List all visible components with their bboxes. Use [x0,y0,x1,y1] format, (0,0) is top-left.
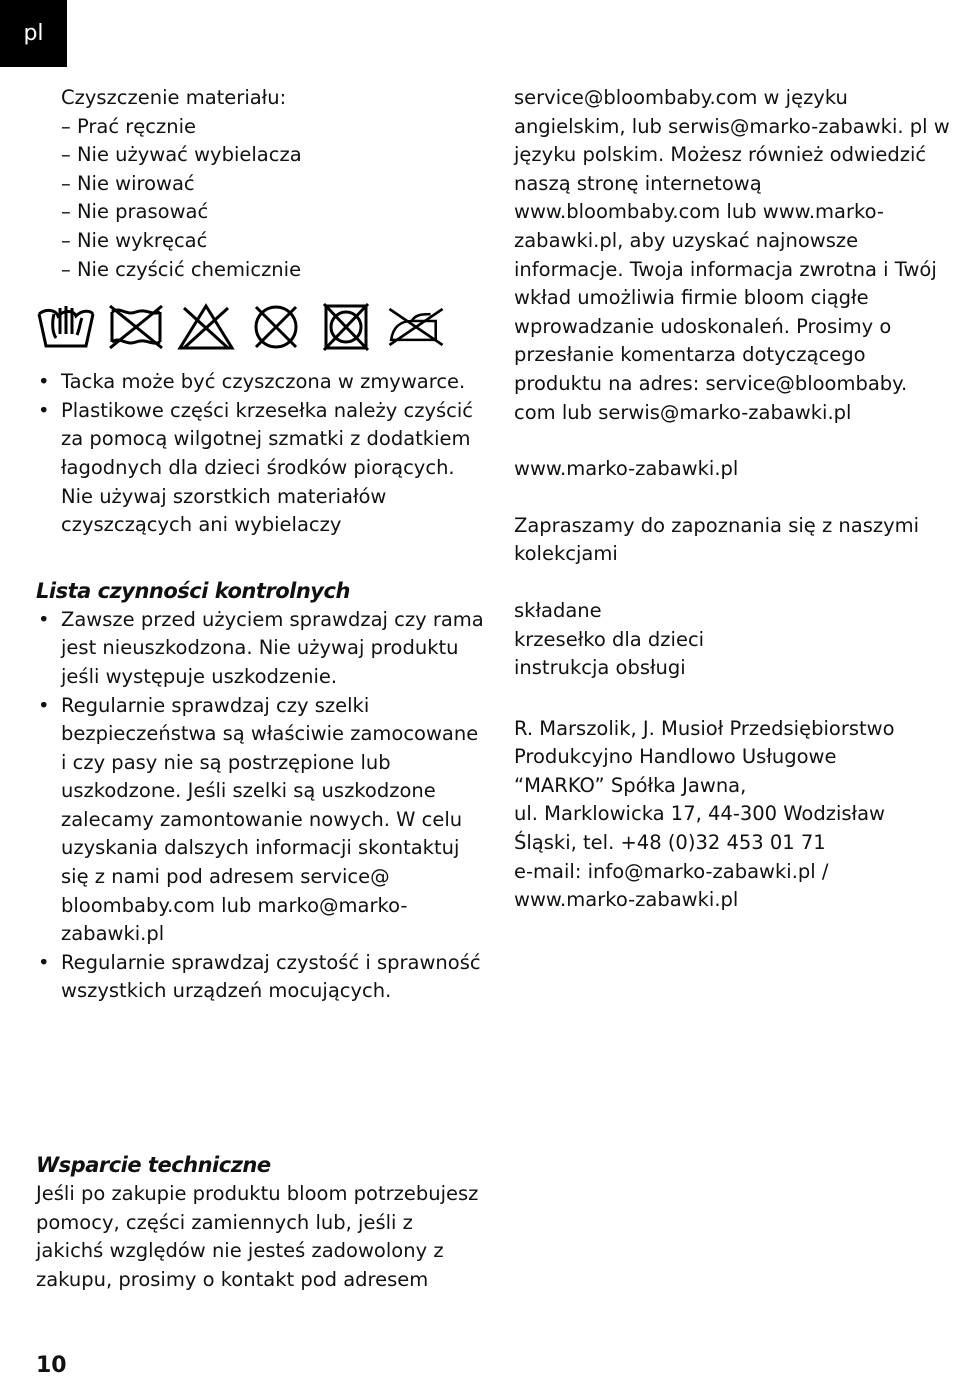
company-info [514,715,954,915]
list-item: • Plastikowe części krzesełka należy czyścić za pomocą wilgotnej szmatki z dodatkiem łagodnych dla dzieci środków piorących. Nie używaj szorstkich materiałów czyszczących ani wybielaczy [36,397,486,540]
care-line: – Nie wirować [61,171,195,195]
support-text: Jeśli po zakupie produktu bloom potrzebujesz pomocy, części zamiennych lub, jeśli z jakichś względów nie jesteś zadowolony z zakupu, prosimy o kontakt pod adresem [36,1182,479,1291]
no-tumble-dry-icon [316,302,376,352]
checklist-list [36,606,486,1006]
right-column [514,84,954,915]
company-line: ul. Marklowicka 17, 44-300 Wodzisław [514,802,885,826]
list-item: • Regularnie sprawdzaj czystość i sprawność wszystkich urządzeń mocujących. [36,949,486,1006]
care-line: – Nie wykręcać [61,228,208,252]
care-title: Czyszczenie materiału: [61,86,287,109]
support-section [36,1150,486,1294]
language-tab: pl [0,0,67,67]
left-column [36,84,486,1006]
list-item: • Tacka może być czyszczona w zmywarce. [36,368,486,397]
hand-wash-icon [36,302,96,352]
care-line: – Nie prasować [61,200,209,224]
company-line: e-mail: info@marko-zabawki.pl / [514,859,829,883]
cleaning-list [36,368,486,540]
product-line: krzesełko dla dzieci [514,627,705,651]
contact-paragraph: service@bloombaby.com w języku angielskim, lub serwis@marko-zabawki. pl w języku polskim. Możesz również odwiedzić naszą stronę internetową www.bloombaby.com lub www.marko-zabawki.pl, aby uzyskać najnowsze informacje. Twoja informacja zwrotna i Twój wkład umożliwia firmie bloom ciągłe wprowadzanie udoskonaleń. Prosimy o przesłanie komentarza dotyczącego produktu na adres: service@bloombaby. com lub serwis@marko-zabawki.pl [514,86,950,424]
company-line: Produkcyjno Handlowo Usługowe [514,745,837,769]
no-dry-clean-icon [246,302,306,352]
company-line: “MARKO” Spółka Jawna, [514,773,747,797]
invite-text: Zapraszamy do zapoznania się z naszymi kolekcjami [514,513,920,566]
page-number: 10 [36,1353,67,1378]
care-instructions [61,84,486,284]
company-line: www.marko-zabawki.pl [514,888,739,912]
care-line: – Nie używać wybielacza [61,143,302,167]
no-wring-icon [106,302,166,352]
company-line: Śląski, tel. +48 (0)32 453 01 71 [514,831,826,855]
product-info [514,597,954,683]
care-line: – Prać ręcznie [61,114,196,138]
care-symbols [36,298,486,356]
no-bleach-icon [176,302,236,352]
product-line: instrukcja obsługi [514,656,686,680]
care-line: – Nie czyścić chemicznie [61,257,302,281]
website-link[interactable]: www.marko-zabawki.pl [514,457,739,481]
no-iron-icon [386,302,446,352]
product-line: składane [514,598,602,622]
checklist-section [36,576,486,1006]
company-line: R. Marszolik, J. Musioł Przedsiębiorstwo [514,716,895,740]
list-item: • Regularnie sprawdzaj czy szelki bezpieczeństwa są właściwie zamocowane i czy pasy nie są postrzępione lub uszkodzone. Jeśli szelki są uszkodzone zalecamy zamontowanie nowych. W celu uzyskania dalszych informacji skontaktuj się z nami pod adresem service@ bloombaby.com lub marko@marko-zabawki.pl [36,692,486,949]
support-heading: Wsparcie techniczne [36,1153,271,1177]
checklist-heading: Lista czynności kontrolnych [36,578,350,603]
list-item: • Zawsze przed użyciem sprawdzaj czy rama jest nieuszkodzona. Nie używaj produktu jeśli występuje uszkodzenie. [36,606,486,692]
